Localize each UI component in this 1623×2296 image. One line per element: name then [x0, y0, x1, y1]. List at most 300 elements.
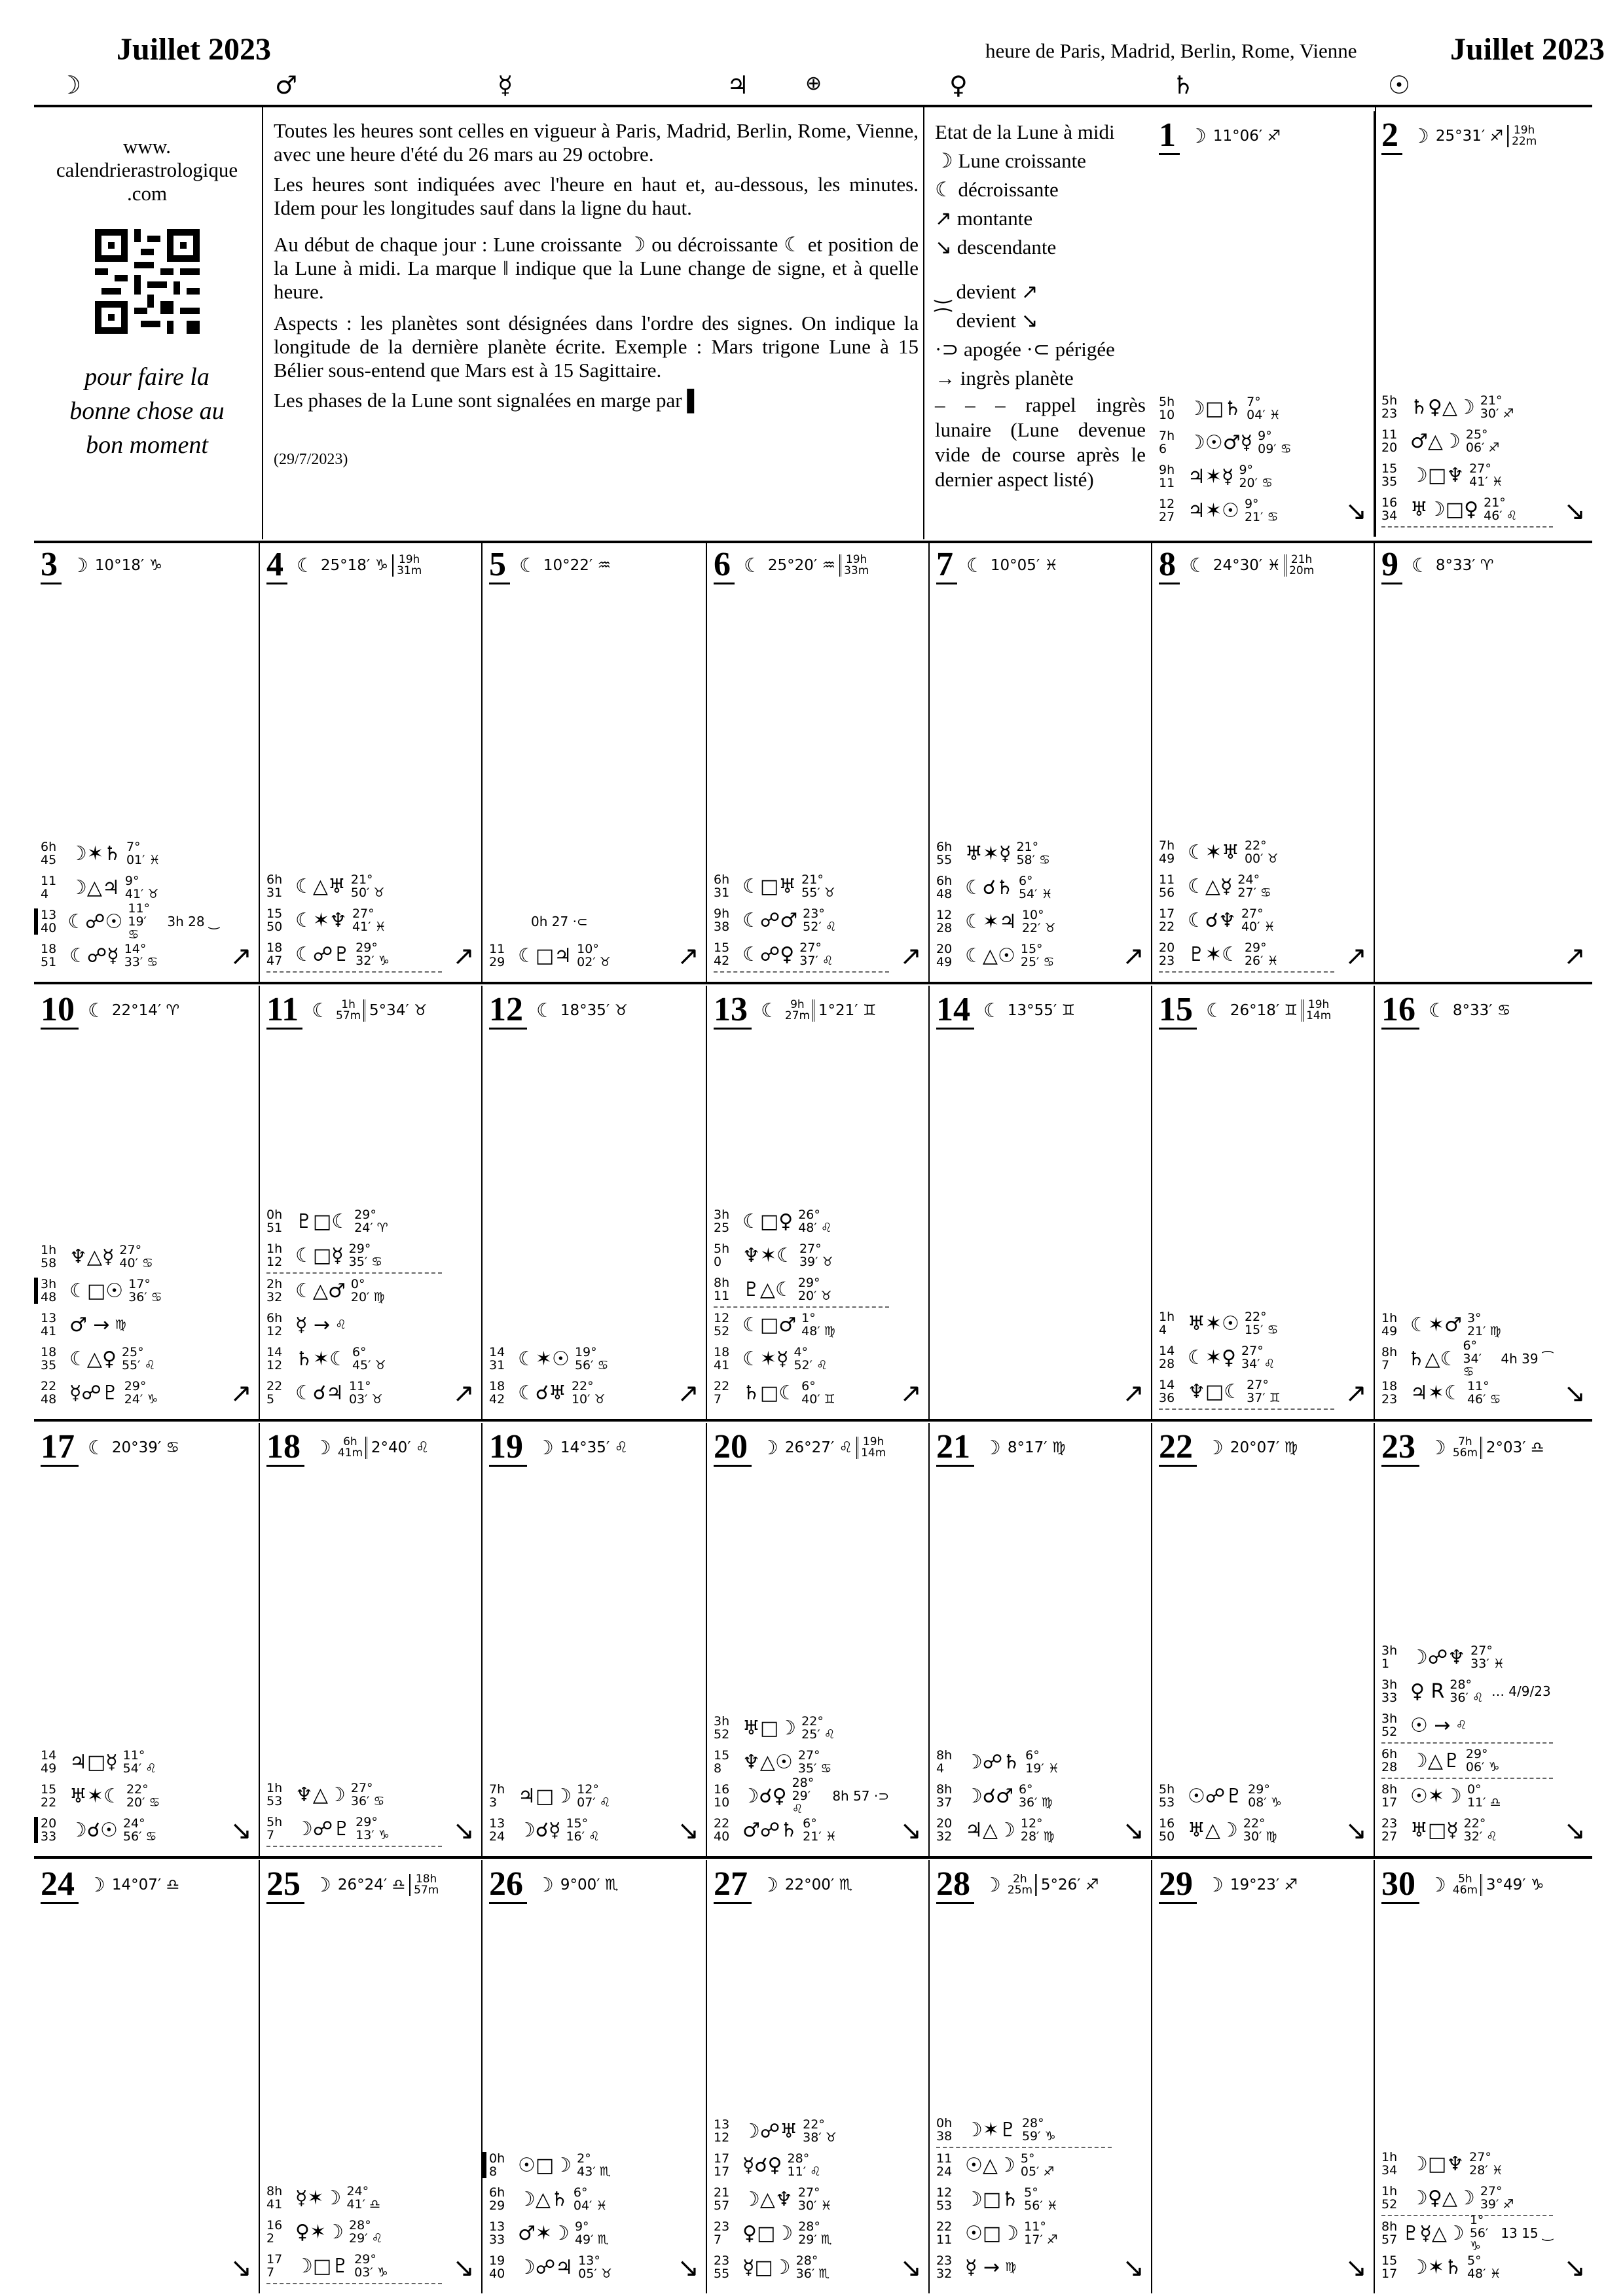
- aspect-list: [41, 836, 219, 973]
- aspect-glyphs: ☾☍♇: [295, 942, 351, 966]
- aspect-glyphs: ☉□☽: [965, 2221, 1019, 2245]
- aspect-glyphs: ☽△♃: [69, 876, 120, 899]
- intro-text: [274, 119, 919, 471]
- moon-direction-icon: ↘: [1345, 2253, 1367, 2283]
- header-rule: [34, 105, 1592, 107]
- aspect-time: 5h 7: [266, 1815, 283, 1842]
- aspect-longitude: 1° 48′ ♍: [801, 1311, 835, 1338]
- aspect-longitude: 27° 36′ ♋: [350, 1781, 385, 1808]
- aspect-time: 22 11: [936, 2219, 953, 2247]
- aspect-longitude: 23° 52′ ♌: [803, 906, 837, 934]
- day-cell: [34, 986, 260, 1419]
- day-cell: [930, 1423, 1152, 1856]
- moon-direction-icon: ↗: [900, 941, 922, 971]
- day-number: 10: [41, 992, 79, 1030]
- aspect-time: 16 34: [1381, 495, 1398, 523]
- day-header: [1159, 991, 1370, 1030]
- month-title-right: Juillet 2023: [1450, 32, 1605, 67]
- day-header: [1381, 991, 1588, 1030]
- aspect-glyphs: ☾□☉: [69, 1279, 124, 1302]
- aspect-row: [1381, 1308, 1553, 1342]
- aspect-longitude: 28° 36′ ♏: [795, 2253, 830, 2281]
- aspect-row: [714, 1342, 889, 1376]
- aspect-row: [41, 836, 219, 870]
- moon-direction-icon: ↘: [677, 2253, 699, 2283]
- moon-direction-icon: ↘: [900, 2253, 922, 2283]
- aspect-row: [1159, 1340, 1334, 1374]
- aspect-longitude: 7° 01′ ♓: [126, 840, 160, 867]
- moon-longitude: 8°33′ ♋: [1452, 1002, 1511, 1019]
- aspect-glyphs: ♃✶☾: [1410, 1381, 1462, 1405]
- aspect-row: [1159, 1306, 1334, 1340]
- moon-direction-icon: ↗: [1563, 941, 1586, 971]
- aspect-row: [714, 869, 889, 903]
- aspect-glyphs: ☽☌♀: [741, 1784, 787, 1808]
- aspect-longitude: 29° 35′ ♋: [348, 1242, 383, 1269]
- moon-direction-icon: ↘: [1563, 496, 1586, 526]
- aspect-longitude: 22° 25′ ♌: [801, 1714, 835, 1742]
- aspect-longitude: ♌: [335, 1318, 347, 1332]
- aspect-glyphs: ♄✶☾: [295, 1347, 347, 1371]
- moon-phase-icon: ☾: [88, 999, 105, 1022]
- moon-direction-icon: ↗: [452, 1378, 475, 1408]
- aspect-glyphs: ♀ R: [1410, 1679, 1445, 1703]
- moon-direction-icon: ↗: [900, 1378, 922, 1408]
- moon-phase-icon: ☾: [966, 554, 984, 577]
- aspect-longitude: 27° 41′ ♓: [352, 906, 386, 934]
- aspect-time: 7h 6: [1159, 429, 1175, 456]
- moon-phase-icon: ☽: [88, 1873, 105, 1897]
- aspect-glyphs: ♅□☽: [742, 1716, 797, 1740]
- day-header: [266, 546, 477, 585]
- aspect-glyphs: ☽□♆: [1410, 2152, 1465, 2176]
- aspect-glyphs: ♃□☽: [518, 1784, 572, 1808]
- aspect-list: [936, 1745, 1112, 1847]
- aspect-list: [714, 1711, 889, 1847]
- aspect-longitude: 22° 32′ ♌: [1463, 1816, 1498, 1844]
- aspect-list: [1381, 390, 1553, 528]
- aspect-longitude: 6° 19′ ♓: [1025, 1748, 1059, 1776]
- aspect-time: 12 52: [714, 1311, 730, 1338]
- aspect-row: [1381, 458, 1553, 492]
- moon-direction-icon: ↗: [1345, 1378, 1367, 1408]
- moon-phase-icon: ☽: [314, 1873, 331, 1897]
- aspect-longitude: 11° 46′ ♋: [1467, 1379, 1501, 1407]
- aspect-row: [936, 1779, 1112, 1813]
- aspect-row: [1159, 903, 1334, 937]
- moon-longitude: 18°35′ ♉: [560, 1002, 629, 1019]
- day-cell: [707, 1423, 930, 1856]
- aspect-glyphs: ♅△☽: [1188, 1818, 1238, 1842]
- aspect-time: 15 42: [714, 941, 730, 968]
- aspect-list: [1159, 391, 1334, 528]
- day-number: 9: [1381, 547, 1402, 584]
- moon-longitude: 26°27′ ♌: [784, 1439, 853, 1456]
- moon-longitude: 25°31′ ♐: [1435, 128, 1504, 145]
- day-number: 6: [714, 547, 735, 584]
- aspect-list: [714, 2114, 889, 2284]
- day-number: 1: [1159, 118, 1180, 155]
- day-header: [266, 1428, 477, 1467]
- aspect-glyphs: ☿☌♀: [742, 2153, 782, 2177]
- moon-longitude: 3°49′ ♑: [1486, 1876, 1544, 1893]
- aspect-glyphs: ☾☌♃: [295, 1381, 344, 1405]
- moon-phase-icon: ☽: [1412, 124, 1429, 148]
- moon-longitude: 20°39′ ♋: [111, 1439, 180, 1456]
- aspect-time: 14 36: [1159, 1378, 1175, 1405]
- legend-item: – – – rappel ingrès lunaire (Lune devenue vide de course après le dernier aspect listé): [935, 393, 1146, 491]
- day-header: [41, 991, 255, 1030]
- aspect-time: 15 17: [1381, 2253, 1398, 2281]
- qr-code-icon: [95, 229, 200, 334]
- moon-longitude: 24°30′ ♓: [1213, 557, 1281, 574]
- aspect-longitude: 27° 33′ ♓: [1470, 1643, 1504, 1671]
- aspect-row: [714, 2216, 889, 2250]
- day-cell: [1152, 541, 1375, 982]
- day-number: 17: [41, 1429, 79, 1467]
- day-header: [1159, 546, 1370, 585]
- aspect-row: [266, 2215, 442, 2249]
- aspect-time: 13 41: [41, 1311, 57, 1338]
- moon-phase-icon: ☽: [71, 554, 88, 577]
- day-cell: [1152, 986, 1375, 1419]
- aspect-list: [489, 1779, 666, 1847]
- aspect-row: [936, 2250, 1112, 2284]
- aspect-row: [1159, 1374, 1334, 1410]
- day-number: 3: [41, 547, 62, 584]
- intro-paragraph: Toutes les heures sont celles en vigueur à Paris, Madrid, Berlin, Rome, Vienne, avec une heure d'été du 26 mars au 29 octobre.: [274, 119, 919, 166]
- day-cell: [483, 986, 707, 1419]
- aspect-glyphs: ♃△☽: [965, 1818, 1015, 1842]
- day-cell: [1152, 1860, 1375, 2293]
- aspect-time: 18 51: [41, 942, 57, 969]
- day-header: [714, 1865, 924, 1905]
- aspect-row: [936, 870, 1112, 905]
- aspect-time: 17 7: [266, 2252, 283, 2280]
- day-number: 7: [936, 547, 957, 584]
- aspect-longitude: 27° 34′ ♌: [1241, 1344, 1275, 1371]
- sign-change-time: 19h 31m: [392, 554, 422, 577]
- aspect-longitude: 24° 56′ ♋: [122, 1816, 157, 1844]
- day-cell: [34, 541, 260, 982]
- sign-change-time: 19h 33m: [839, 554, 869, 577]
- aspect-glyphs: ♆△☉: [742, 1750, 793, 1774]
- aspect-glyphs: ♂✶☽: [518, 2221, 570, 2245]
- aspect-longitude: 27° 41′ ♓: [1469, 461, 1503, 489]
- aspect-row: [266, 1778, 442, 1812]
- day-cell: [707, 1860, 930, 2293]
- aspect-longitude: 7° 04′ ♓: [1247, 395, 1281, 422]
- day-cell: [483, 1423, 707, 1856]
- aspect-longitude: 25° 55′ ♌: [121, 1345, 156, 1372]
- day-number: 21: [936, 1429, 974, 1467]
- planet-symbol-row: [39, 71, 1597, 103]
- moon-phase-icon: ☾: [761, 999, 778, 1022]
- aspect-glyphs: ♂☍♄: [742, 1818, 798, 1842]
- moon-direction-icon: ↘: [1563, 2253, 1586, 2283]
- aspect-row: [266, 1204, 442, 1238]
- day-number: 22: [1159, 1429, 1197, 1467]
- aspect-row: [41, 870, 219, 905]
- moon-phase-icon: ☽: [314, 1436, 331, 1460]
- mars-icon: ♂: [275, 71, 298, 99]
- day-cell: [1375, 111, 1592, 537]
- aspect-row: [266, 937, 442, 973]
- aspect-time: 12 28: [936, 908, 953, 935]
- day-number: 15: [1159, 992, 1197, 1030]
- aspect-glyphs: ☽□♄: [965, 2187, 1019, 2211]
- day-cell: [1375, 986, 1592, 1419]
- day-cell: [483, 1860, 707, 2293]
- aspect-glyphs: ☽□♇: [295, 2254, 350, 2278]
- moon-direction-icon: ↗: [1122, 941, 1144, 971]
- moon-direction-icon: ↗: [677, 941, 699, 971]
- day-number: 16: [1381, 992, 1419, 1030]
- moon-longitude: 5°34′ ♉: [369, 1002, 428, 1019]
- moon-icon: ☽: [59, 71, 82, 99]
- aspect-longitude: 19° 56′ ♋: [574, 1345, 609, 1372]
- aspect-longitude: 5° 56′ ♓: [1024, 2185, 1058, 2213]
- aspect-glyphs: ☾△☉: [965, 944, 1015, 967]
- moon-phase-icon: ☽: [1206, 1436, 1224, 1460]
- week-rule: [34, 1419, 1592, 1422]
- aspect-glyphs: ☽☌♂: [965, 1784, 1013, 1808]
- aspect-glyphs: ☾☌♅: [518, 1381, 566, 1405]
- moon-longitude: 14°35′ ♌: [560, 1439, 629, 1456]
- day-number: 12: [489, 992, 527, 1030]
- aspect-row: [266, 1342, 442, 1376]
- aspect-longitude: 29° 32′ ♑: [356, 941, 390, 968]
- aspect-row: [489, 1779, 666, 1813]
- aspect-time: 13 40: [41, 908, 57, 935]
- day-number: 8: [1159, 547, 1180, 584]
- aspect-glyphs: ♆□☾: [1188, 1380, 1242, 1403]
- aspect-glyphs: ☾☌♄: [965, 876, 1013, 899]
- moon-direction-icon: ↘: [1122, 1816, 1144, 1846]
- moon-state-legend: [935, 118, 1146, 492]
- aspect-longitude: 0° 20′ ♍: [350, 1277, 385, 1304]
- day-cell: [930, 1860, 1152, 2293]
- aspect-longitude: 2° 43′ ♏: [577, 2151, 611, 2179]
- aspect-glyphs: ☽□♆: [1410, 463, 1465, 487]
- aspect-glyphs: ☽☍♄: [965, 1750, 1021, 1774]
- aspect-glyphs: ☾□♃: [518, 944, 572, 967]
- day-cell: [930, 541, 1152, 982]
- moon-phase-icon: ☽: [983, 1873, 1001, 1897]
- aspect-row: [489, 2182, 666, 2216]
- aspect-row: [714, 1813, 889, 1847]
- sign-change-time: 19h 14m: [856, 1437, 886, 1459]
- aspect-time: 6h 29: [489, 2185, 505, 2213]
- aspect-time: 6h 48: [936, 874, 953, 901]
- mercury-icon: ☿: [498, 71, 513, 99]
- day-header: [1381, 546, 1588, 585]
- day-header: [714, 991, 924, 1030]
- day-header: [489, 1428, 702, 1467]
- aspect-row: [266, 1274, 442, 1308]
- aspect-row: [1381, 2181, 1553, 2216]
- aspect-longitude: ♌: [1455, 1718, 1467, 1732]
- aspect-glyphs: ♅☽□♀: [1410, 497, 1479, 521]
- day-number: 26: [489, 1867, 527, 1904]
- aspect-longitude: 29° 20′ ♉: [797, 1276, 832, 1303]
- moon-phase-icon: ☽: [1429, 1436, 1446, 1460]
- moon-phase-icon: ☾: [1189, 554, 1207, 577]
- day-cell: [930, 986, 1152, 1419]
- intro-paragraph: Les heures sont indiquées avec l'heure en haut et, au-dessous, les minutes. Idem pour les longitudes sauf dans la ligne du haut.: [274, 173, 919, 219]
- aspect-time: 1h 58: [41, 1243, 57, 1270]
- aspect-row: [714, 2148, 889, 2182]
- day-header: [714, 546, 924, 585]
- month-title-left: Juillet 2023: [117, 32, 271, 67]
- aspect-extra-note: 8h 57 ·⊃: [832, 1788, 889, 1804]
- aspect-time: 8h 11: [714, 1276, 730, 1303]
- aspect-time: 22 5: [266, 1379, 283, 1407]
- aspect-row: [1381, 2147, 1553, 2181]
- aspect-time: 15 8: [714, 1748, 730, 1776]
- day-header: [41, 1428, 255, 1467]
- moon-longitude: 10°05′ ♓: [990, 557, 1059, 574]
- aspect-longitude: 9° 21′ ♋: [1244, 497, 1279, 524]
- aspect-glyphs: ☾☍♀: [742, 942, 795, 966]
- aspect-time: 13 12: [714, 2117, 730, 2145]
- aspect-longitude: 15° 25′ ♋: [1020, 942, 1055, 969]
- aspect-time: 6h 28: [1381, 1747, 1398, 1774]
- aspect-longitude: 12° 28′ ♍: [1020, 1816, 1055, 1844]
- moon-longitude: 25°20′ ♒: [767, 557, 836, 574]
- aspect-glyphs: ☾☍☉: [67, 910, 123, 933]
- aspect-glyphs: ☾✶☉: [518, 1347, 570, 1371]
- aspect-row: [489, 1342, 666, 1376]
- aspect-time: 8h 4: [936, 1748, 953, 1776]
- aspect-glyphs: ☽✶♄: [69, 842, 121, 865]
- sign-change-time: 7h 56m: [1453, 1437, 1482, 1459]
- aspect-longitude: 21° 55′ ♉: [801, 872, 835, 900]
- day-header: [1159, 117, 1370, 156]
- moon-direction-icon: ↘: [452, 1816, 475, 1846]
- aspect-glyphs: ☽△♄: [518, 2187, 568, 2211]
- day-header: [1159, 1865, 1370, 1905]
- intro-divider-1: [262, 107, 263, 539]
- aspect-row: [936, 836, 1112, 870]
- intro-paragraph: Au début de chaque jour : Lune croissante ☽ ou décroissante ☾ et position de la Lune à midi. La marque ‖ indique que la Lune change de signe, et à quelle heure.: [274, 233, 919, 303]
- day-cell: [707, 541, 930, 982]
- aspect-glyphs: ☾✶♃: [965, 910, 1017, 933]
- aspect-longitude: 21° 46′ ♌: [1484, 495, 1518, 523]
- moon-direction-icon: ↗: [1345, 941, 1367, 971]
- aspect-row: [41, 1274, 219, 1308]
- sign-change-time: 1h 57m: [336, 999, 365, 1022]
- aspect-longitude: 22° 38′ ♉: [803, 2117, 837, 2145]
- aspect-time: 23 27: [1381, 1816, 1398, 1844]
- moon-direction-icon: ↘: [452, 2253, 475, 2283]
- moon-direction-icon: ↗: [452, 941, 475, 971]
- aspect-row: [41, 1376, 219, 1410]
- aspect-time: 15 35: [1381, 461, 1398, 489]
- aspect-longitude: 27° 37′ ♌: [799, 941, 833, 968]
- aspect-row: [714, 1308, 889, 1342]
- moon-direction-icon: ↗: [1122, 1378, 1144, 1408]
- aspect-glyphs: ☾✶♆: [295, 908, 347, 932]
- aspect-row: [714, 1776, 889, 1816]
- aspect-glyphs: ☾☌♆: [1188, 908, 1236, 932]
- aspect-row: [1381, 1708, 1553, 1744]
- day-header: [936, 546, 1147, 585]
- aspect-row: [1159, 835, 1334, 869]
- aspect-longitude: 28° 29′ ♌: [792, 1776, 814, 1816]
- aspect-glyphs: ☉ →: [1410, 1713, 1451, 1737]
- aspect-list: [266, 1204, 442, 1410]
- aspect-glyphs: ☾△☿: [1188, 874, 1233, 898]
- aspect-list: [1159, 1306, 1334, 1410]
- aspect-glyphs: ♅✶☾: [69, 1784, 121, 1808]
- day-number: 30: [1381, 1867, 1419, 1904]
- aspect-glyphs: ☽☍♅: [742, 2119, 798, 2143]
- aspect-list: [1381, 2147, 1553, 2284]
- aspect-list: [41, 1745, 219, 1847]
- aspect-longitude: 9° 41′ ♉: [124, 874, 159, 901]
- aspect-longitude: 29° 13′ ♑: [356, 1815, 390, 1842]
- aspect-longitude: 13° 05′ ♉: [578, 2253, 612, 2281]
- aspect-row: [1381, 1813, 1553, 1847]
- aspect-time: 20 33: [41, 1816, 57, 1844]
- day-header: [489, 546, 702, 585]
- aspect-time: 6h 31: [714, 872, 730, 900]
- aspect-time: 16 50: [1159, 1816, 1175, 1844]
- aspect-row: [936, 2182, 1112, 2216]
- aspect-list: [489, 1342, 666, 1410]
- earth-icon: ⊕: [805, 72, 822, 95]
- moon-direction-icon: ↗: [230, 1378, 252, 1408]
- aspect-time: 15 22: [41, 1782, 57, 1810]
- aspect-time: 7h 3: [489, 1782, 505, 1810]
- aspect-glyphs: ☽☌☉: [69, 1818, 118, 1842]
- aspect-glyphs: ♀□☽: [742, 2221, 793, 2245]
- aspect-glyphs: ☾✶♂: [1410, 1313, 1462, 1336]
- moon-direction-icon: ↘: [230, 2253, 252, 2283]
- aspect-time: 3h 1: [1381, 1643, 1398, 1671]
- day-cell: [260, 1423, 483, 1856]
- aspect-longitude: 1° 56′ ♑: [1469, 2213, 1489, 2253]
- aspect-longitude: 27° 37′ ♊: [1247, 1378, 1281, 1405]
- aspect-time: 17 17: [714, 2151, 730, 2179]
- aspect-longitude: 11° 19′ ♋: [128, 901, 151, 942]
- moon-longitude: 13°55′ ♊: [1007, 1002, 1076, 1019]
- sign-change-time: 21h 20m: [1285, 554, 1314, 577]
- day-number: 20: [714, 1429, 752, 1467]
- moon-direction-icon: ↘: [230, 1816, 252, 1846]
- moon-longitude: 19°23′ ♐: [1230, 1876, 1298, 1893]
- aspect-longitude: 5° 05′ ♐: [1020, 2151, 1055, 2179]
- aspect-time: 9h 38: [714, 906, 730, 934]
- aspect-glyphs: ☽☍♇: [295, 1817, 351, 1840]
- aspect-time: 8h 37: [936, 1782, 953, 1810]
- moon-direction-icon: ↗: [230, 941, 252, 971]
- day-number: 28: [936, 1867, 974, 1904]
- aspect-longitude: 22° 10′ ♉: [571, 1379, 606, 1407]
- aspect-glyphs: ♄♀△☽: [1410, 395, 1475, 419]
- legend-title: Etat de la Lune à midi: [935, 120, 1115, 143]
- day-number: 2: [1381, 118, 1402, 155]
- sign-change-time: 19h 14m: [1302, 999, 1331, 1022]
- aspect-time: 18 47: [266, 941, 283, 968]
- day-cell: [1375, 541, 1592, 982]
- sun-icon: ☉: [1388, 71, 1411, 99]
- aspect-time: 20 49: [936, 942, 953, 969]
- aspect-row: [714, 1238, 889, 1272]
- aspect-time: 3h 25: [714, 1208, 730, 1235]
- aspect-glyphs: ♃✶☉: [1188, 499, 1239, 522]
